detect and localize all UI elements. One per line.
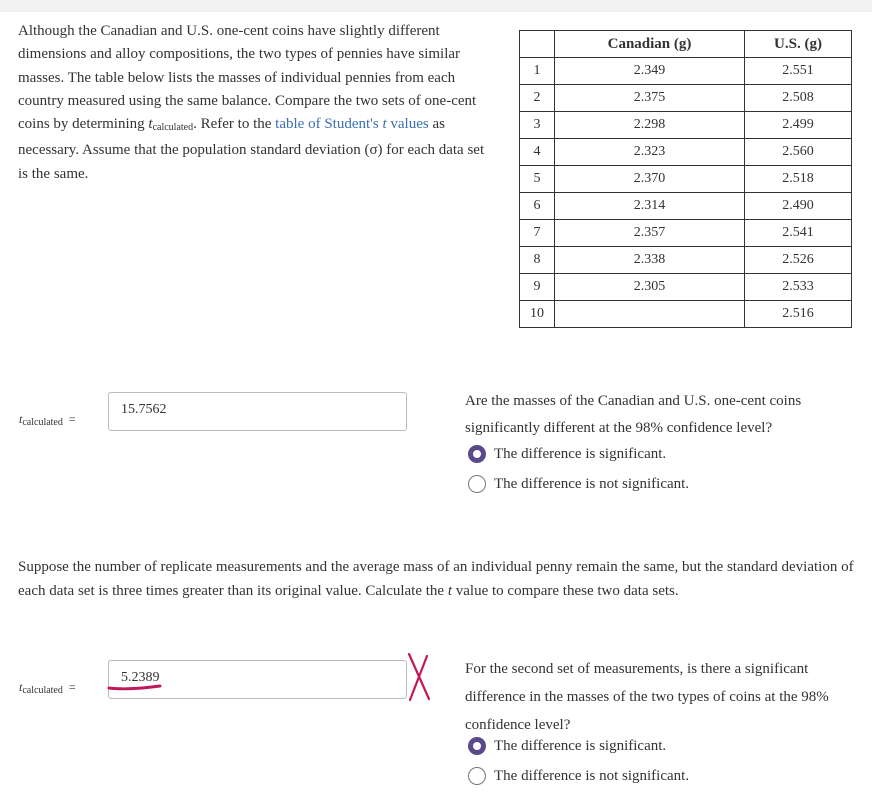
us-mass: 2.551	[745, 58, 852, 85]
canadian-mass: 2.375	[555, 85, 745, 112]
row-index: 10	[520, 301, 555, 328]
canadian-mass: 2.357	[555, 220, 745, 247]
t-variable: t	[148, 116, 153, 133]
t-calculated-value-2: 5.2389	[121, 670, 160, 685]
header-us: U.S. (g)	[745, 31, 852, 58]
table-row	[520, 193, 852, 220]
canadian-mass	[555, 301, 745, 328]
us-mass: 2.518	[745, 166, 852, 193]
row-index: 6	[520, 193, 555, 220]
table-header-row	[520, 31, 852, 58]
row-index: 7	[520, 220, 555, 247]
table-row	[520, 301, 852, 328]
table-row	[520, 85, 852, 112]
us-mass: 2.533	[745, 274, 852, 301]
radio-empty-icon[interactable]	[468, 767, 486, 785]
table-row	[520, 274, 852, 301]
intro-text-1: Although the Canadian and U.S. one-cent coins have slightly different dimensions and alloy compositions, the two types of pennies have similar masses. The table below lists the masses of individual pennies from each country measured using the same balance. Compare the two sets of one-cent coins by determining	[18, 23, 477, 133]
t-calculated-label-2: $t_{calculated}$ =	[19, 680, 76, 696]
row-index: 8	[520, 247, 555, 274]
problem-intro	[18, 20, 493, 186]
t-subscript: calculated	[152, 122, 194, 134]
q2-option-not-significant[interactable]: The difference is not significant.	[468, 767, 689, 785]
t-calculated-label-1: $t_{calculated}$ =	[19, 412, 76, 428]
t-calculated-input-1[interactable]	[108, 392, 407, 431]
radio-selected-icon[interactable]	[468, 445, 486, 463]
t-calculated-value-1: 15.7562	[121, 402, 167, 417]
us-mass: 2.508	[745, 85, 852, 112]
q1-option-significant[interactable]: The difference is significant.	[468, 445, 666, 463]
canadian-mass: 2.314	[555, 193, 745, 220]
row-index: 9	[520, 274, 555, 301]
us-mass: 2.490	[745, 193, 852, 220]
table-row	[520, 220, 852, 247]
second-part-text: Suppose the number of replicate measurements and the average mass of an individual penny remain the same, but the standard deviation of each data set is three times greater than its original value. Calculate the t value to compare these two data sets.	[18, 559, 854, 599]
table-row	[520, 247, 852, 274]
us-mass: 2.560	[745, 139, 852, 166]
canadian-mass: 2.370	[555, 166, 745, 193]
wrong-x-icon	[409, 654, 429, 700]
underline-mark-icon	[109, 686, 160, 689]
top-strip	[0, 0, 872, 12]
penny-mass-table	[519, 30, 852, 328]
header-index	[520, 31, 555, 58]
row-index: 4	[520, 139, 555, 166]
row-index: 1	[520, 58, 555, 85]
us-mass: 2.541	[745, 220, 852, 247]
table-row	[520, 139, 852, 166]
handwritten-annotation	[100, 650, 440, 720]
question-2-text: For the second set of measurements, is there a significant difference in the masses of the two types of coins at the 98% confidence level?	[465, 661, 829, 733]
us-mass: 2.526	[745, 247, 852, 274]
canadian-mass: 2.349	[555, 58, 745, 85]
table-row	[520, 166, 852, 193]
student-t-table-link[interactable]: table of Student's t values	[275, 116, 429, 133]
question-1-text: Are the masses of the Canadian and U.S. one-cent coins significantly different at the 98% confidence level?	[465, 393, 802, 436]
q1-option-not-significant[interactable]: The difference is not significant.	[468, 475, 689, 493]
row-index: 3	[520, 112, 555, 139]
table-row	[520, 112, 852, 139]
us-mass: 2.516	[745, 301, 852, 328]
table-row	[520, 58, 852, 85]
canadian-mass: 2.323	[555, 139, 745, 166]
intro-text-2: . Refer to the	[193, 116, 276, 133]
radio-selected-icon[interactable]	[468, 737, 486, 755]
header-canadian: Canadian (g)	[555, 31, 745, 58]
us-mass: 2.499	[745, 112, 852, 139]
q2-option-significant[interactable]: The difference is significant.	[468, 737, 666, 755]
intro-text-3: as necessary. Assume that the population standard deviation (σ) for each data set is the same.	[18, 116, 485, 182]
canadian-mass: 2.338	[555, 247, 745, 274]
row-index: 5	[520, 166, 555, 193]
canadian-mass: 2.298	[555, 112, 745, 139]
canadian-mass: 2.305	[555, 274, 745, 301]
row-index: 2	[520, 85, 555, 112]
radio-empty-icon[interactable]	[468, 475, 486, 493]
